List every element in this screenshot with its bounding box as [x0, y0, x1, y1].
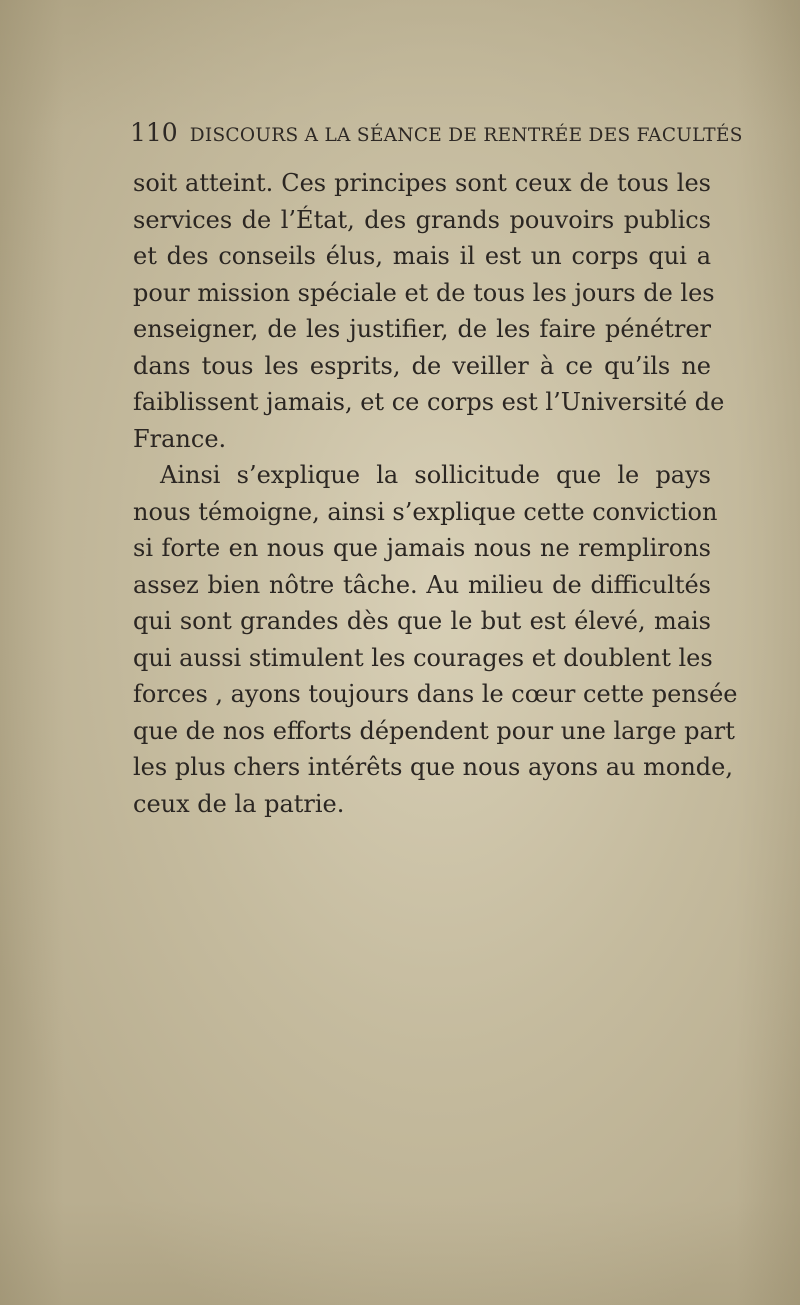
paragraph-1	[133, 165, 725, 457]
text-line: qui aussi stimulent les courages et doublent les	[133, 643, 713, 672]
text-line: et des conseils élus, mais il est un corps qui a	[133, 242, 711, 270]
page-number: 110	[130, 118, 178, 147]
text-line: que de nos efforts dépendent pour une large part	[133, 716, 735, 745]
text-line: assez bien nôtre tâche. Au milieu de difficultés	[133, 570, 711, 599]
text-line: si forte en nous que jamais nous ne remplirons	[133, 534, 711, 562]
text-line: ceux de la patrie.	[133, 789, 345, 818]
text-line: les plus chers intérêts que nous ayons au monde,	[133, 753, 733, 781]
paragraph-2	[133, 457, 738, 822]
text-line: pour mission spéciale et de tous les jours de les	[133, 278, 715, 307]
running-head	[130, 118, 743, 158]
running-head-title: DISCOURS A LA SÉANCE DE RENTRÉE DES FACULTÉS	[189, 125, 743, 146]
text-line: nous témoigne, ainsi s’explique cette conviction	[133, 497, 718, 526]
text-line: qui sont grandes dès que le but est élevé, mais	[133, 607, 711, 635]
text-line: enseigner, de les justifier, de les faire pénétrer	[133, 315, 711, 343]
text-line: Ainsi s’explique la sollicitude que le pays	[160, 461, 711, 489]
text-line: services de l’État, des grands pouvoirs publics	[133, 205, 711, 234]
text-line: France.	[133, 424, 227, 453]
body-text	[133, 165, 738, 822]
text-line: soit atteint. Ces principes sont ceux de tous les	[133, 169, 711, 197]
text-line: faiblissent jamais, et ce corps est l’Université de	[133, 388, 725, 416]
text-line: dans tous les esprits, de veiller à ce qu’ils ne	[133, 351, 711, 380]
text-line: forces , ayons toujours dans le cœur cette pensée	[133, 680, 738, 708]
